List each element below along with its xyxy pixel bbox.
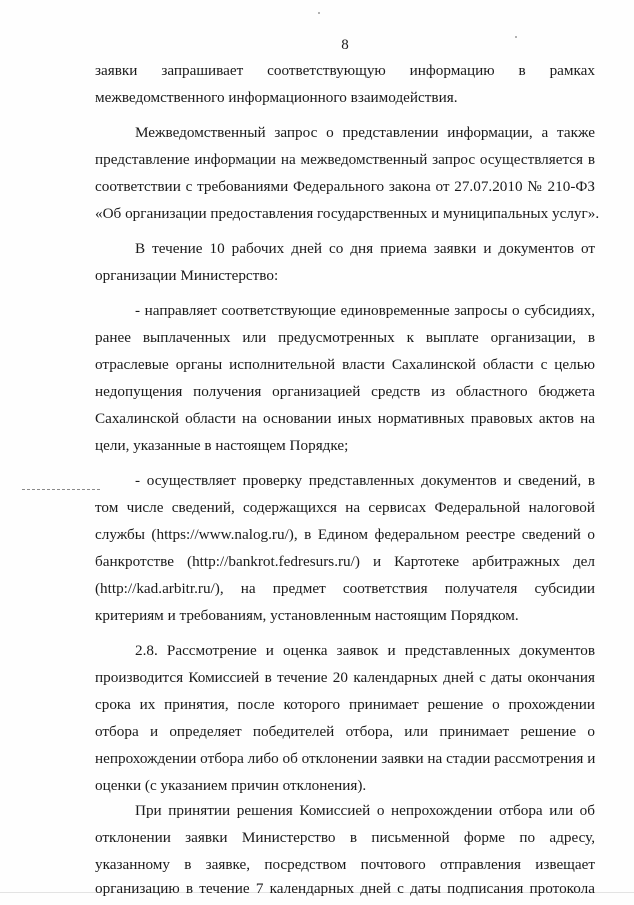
scan-margin-mark [22,489,100,491]
text-line: ранее выплаченных или предусмотренных к выплате организации, в [95,329,595,346]
text-line: цели, указанные в настоящем Порядке; [95,437,349,454]
text-line: организации Министерство: [95,267,279,284]
page-number: 8 [341,37,349,53]
text-line: службы (https://www.nalog.ru/), в Едином федеральном реестре сведений о [95,526,595,543]
text-line: 2.8. Рассмотрение и оценка заявок и представленных документов [135,642,595,659]
text-line: критериям и требованиям, установленным настоящим Порядком. [95,607,519,624]
text-line: отклонении заявки Министерство в письменной форме по адресу, [95,829,595,846]
text-line: межведомственного информационного взаимодействия. [95,89,458,106]
text-line: заявки запрашивает соответствующую информацию в рамках [95,62,595,79]
text-line: отраслевые органы исполнительной власти Сахалинской области с целью [95,356,595,373]
text-line: Сахалинской области на основании иных нормативных правовых актов на [95,410,595,427]
text-line: В течение 10 рабочих дней со дня приема заявки и документов от [135,240,595,257]
text-line: - осуществляет проверку представленных документов и сведений, в [135,472,595,489]
text-line: отбора и определяет победителей отбора, или принимает решение о [95,723,595,740]
text-line: оценки (с указанием причин отклонения). [95,777,367,794]
text-line: производится Комиссией в течение 20 календарных дней с даты окончания [95,669,595,686]
text-line: указанному в заявке, посредством почтового отправления извещает [95,856,595,873]
text-line: организацию в течение 7 календарных дней с даты подписания протокола [95,880,595,897]
text-line: - направляет соответствующие единовременные запросы о субсидиях, [135,302,595,319]
text-line: представление информации на межведомственный запрос осуществляется в [95,151,595,168]
text-line: том числе сведений, содержащихся на сервисах Федеральной налоговой [95,499,595,516]
text-line: банкротстве (http://bankrot.fedresurs.ru/) и Картотеке арбитражных дел [95,553,595,570]
text-line: соответствии с требованиями Федерального закона от 27.07.2010 № 210-ФЗ [95,178,595,195]
scan-speck [318,12,320,14]
text-line: непрохождении отбора либо об отклонении заявки на стадии рассмотрения и [95,750,596,767]
text-line: «Об организации предоставления государственных и муниципальных услуг». [95,205,600,222]
text-line: Межведомственный запрос о представлении информации, а также [135,124,595,141]
text-line: При принятии решения Комиссией о непрохождении отбора или об [135,802,595,819]
scan-speck [515,36,517,38]
text-line: недопущения получения организацией средств из областного бюджета [95,383,595,400]
text-line: срока их принятия, после которого принимает решение о прохождении [95,696,595,713]
text-line: (http://kad.arbitr.ru/), на предмет соответствия получателя субсидии [95,580,595,597]
